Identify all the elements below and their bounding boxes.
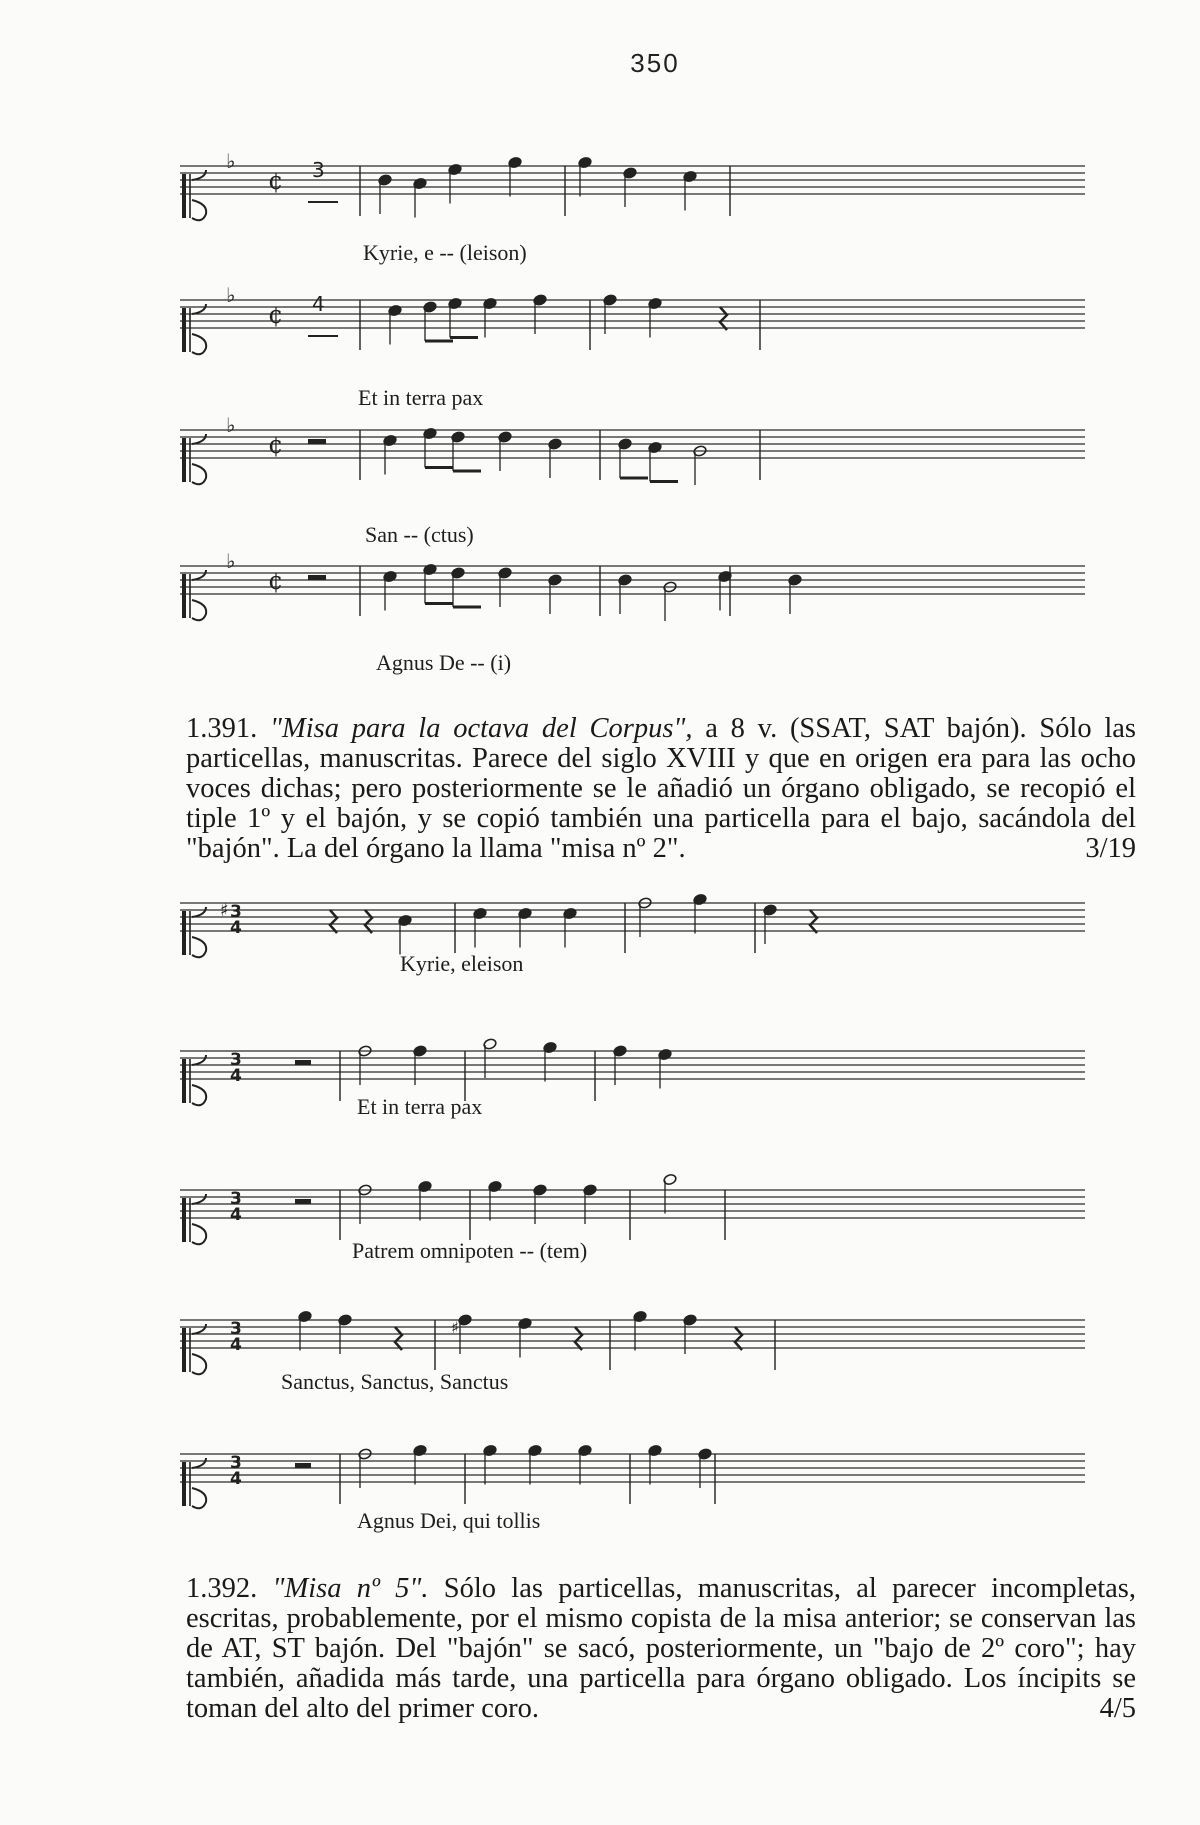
sharp-icon: ♯ (220, 900, 229, 921)
rest-mark (295, 1463, 311, 1468)
meter-numerator: 3 (230, 902, 242, 922)
flat-icon: ♭ (226, 283, 236, 307)
music-staff (0, 412, 1100, 472)
quarter-rest-icon (575, 1327, 582, 1350)
meter-numerator: 4 (312, 292, 325, 316)
lyric-text: Patrem omnipoten -- (tem) (352, 1238, 588, 1263)
meter-denominator: 4 (230, 1066, 242, 1086)
meter-numerator: 3 (230, 1050, 242, 1070)
c-clef-icon (184, 434, 206, 484)
music-staff (0, 1436, 1100, 1496)
entry-title: "Misa para la octava del Corpus", (270, 713, 693, 744)
rest-mark (308, 575, 326, 580)
c-clef-icon (184, 1324, 206, 1374)
catalog-entry-1392 (186, 1574, 1136, 1724)
rest-mark (295, 1060, 311, 1065)
meter-denominator: 4 (230, 918, 242, 938)
entry-folio: 4/5 (1099, 1693, 1136, 1724)
flat-icon: ♭ (226, 149, 236, 173)
entry-body: a 8 v. (SSAT, SAT bajón). Sólo las particellas, manuscritas. Parece del siglo XVIII y que en origen era para las ocho voces dichas; pero posteriormente se le añadió un órgano obligado, se recopió el tiple 1º y el bajón, y se copió también una particella para el bajo, sacándola del "bajón". La del órgano la llama "misa nº 2". (186, 713, 1136, 864)
meter-numerator: 3 (312, 158, 325, 182)
quarter-rest-icon (395, 1327, 402, 1350)
entry-folio: 3/19 (1085, 833, 1136, 864)
page-number: 350 (630, 48, 680, 78)
music-staff (0, 1172, 1100, 1232)
flat-icon: ♭ (226, 549, 236, 573)
music-staff (0, 1302, 1100, 1362)
entry-title: "Misa nº 5". (272, 1573, 429, 1604)
lyric-text: Kyrie, eleison (400, 951, 524, 976)
meter-denominator: 4 (230, 1335, 242, 1355)
rest-mark (308, 439, 326, 444)
meter-numerator: 3 (230, 1453, 242, 1473)
entry-number: 1.391. (186, 713, 258, 744)
entry-number: 1.392. (186, 1573, 258, 1604)
cut-time-icon: ¢ (268, 301, 284, 329)
sharp-icon: ♯ (451, 1318, 459, 1337)
quarter-rest-icon (735, 1327, 742, 1350)
c-clef-icon (184, 907, 206, 957)
quarter-rest-icon (330, 910, 337, 933)
c-clef-icon (184, 1458, 206, 1508)
music-staff (0, 148, 1100, 208)
meter-numerator: 3 (230, 1189, 242, 1209)
music-staff (0, 885, 1100, 945)
entry-body: Sólo las particellas, manuscritas, al parecer incompletas, escritas, probablemente, por el mismo copista de la misa anterior; se conservan las de AT, ST bajón. Del "bajón" se sacó, posteriormente, un "bajo de 2º coro"; hay también, añadida más tarde, una particella para órgano obligado. Los íncipits se toman del alto del primer coro. (186, 1573, 1137, 1724)
lyric-text: Et in terra pax (357, 1094, 483, 1119)
lyric-text: San -- (ctus) (365, 522, 474, 547)
meter-numerator: 3 (230, 1319, 242, 1339)
quarter-rest-icon (720, 307, 727, 330)
catalog-entry-1391 (186, 714, 1136, 864)
quarter-rest-icon (810, 910, 817, 933)
c-clef-icon (184, 570, 206, 620)
quarter-rest-icon (365, 910, 372, 933)
c-clef-icon (184, 1194, 206, 1244)
meter-denominator: 4 (230, 1469, 242, 1489)
c-clef-icon (184, 304, 206, 354)
cut-time-icon: ¢ (268, 431, 284, 459)
music-staff (0, 548, 1100, 608)
music-staff (0, 1033, 1100, 1093)
lyric-text: Agnus De -- (i) (376, 650, 512, 675)
lyric-text: Kyrie, e -- (leison) (363, 240, 527, 265)
cut-time-icon: ¢ (268, 167, 284, 195)
music-staff (0, 282, 1100, 342)
meter-denominator: 4 (230, 1205, 242, 1225)
flat-icon: ♭ (226, 413, 236, 437)
rest-mark (295, 1199, 311, 1204)
lyric-text: Et in terra pax (358, 385, 484, 410)
cut-time-icon: ¢ (268, 567, 284, 595)
lyric-text: Agnus Dei, qui tollis (357, 1508, 541, 1533)
c-clef-icon (184, 1055, 206, 1105)
lyric-text: Sanctus, Sanctus, Sanctus (281, 1369, 509, 1394)
c-clef-icon (184, 170, 206, 220)
